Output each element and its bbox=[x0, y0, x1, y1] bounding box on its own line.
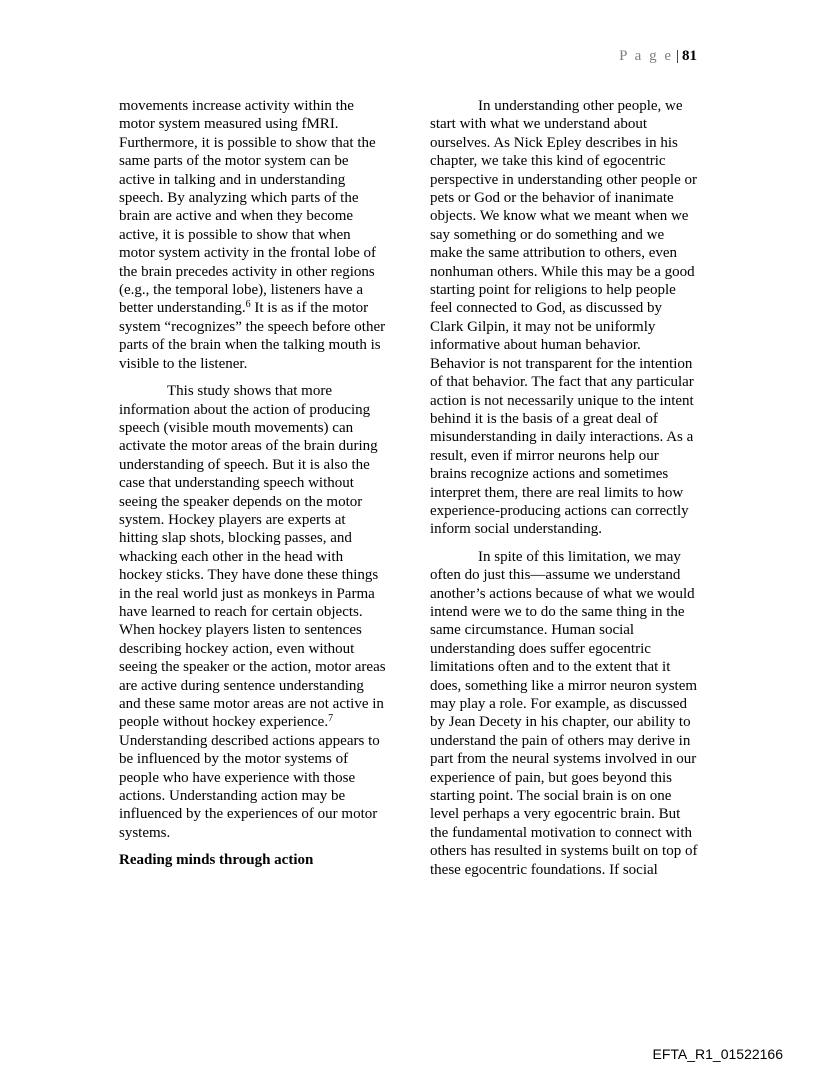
section-heading: Reading minds through action bbox=[119, 852, 314, 869]
footnote-ref: 6 bbox=[245, 299, 251, 311]
page-label: P a g e bbox=[619, 48, 673, 64]
paragraph: This study shows that more information about the action of producing speech (visible mouth movements) can activate the motor areas of the brain during understanding of speech. But it is also the case that understanding speech without seeing the speaker depends on the motor system. Hockey players are experts at hitting slap shots, blocking passes, and whacking each other in the head with hockey sticks. They have done these things in the real world just as monkeys in Parma have learned to reach for certain objects. When hockey players listen to sentences describing hockey action, even without seeing the speaker or the action, motor areas are active during sentence understanding and these same motor areas are not active in people without hockey experience.$^7$ Understanding described actions appears to be influenced by the motor systems of people who have experience with those actions. Understanding action may be influenced by the experiences of our motor systems. bbox=[119, 383, 386, 841]
footnote-ref: 7 bbox=[328, 713, 334, 725]
right-column bbox=[430, 97, 698, 888]
paragraph: In understanding other people, we start with what we understand about ourselves. As Nick Epley describes in his chapter, we take this kind of egocentric perspective in understanding other people or pets or God or the behavior of inanimate objects. We know what we meant when we say something or do something and we make the same attribution to others, even nonhuman others. While this may be a good starting point for religions to help people feel connected to God, as discussed by Clark Gilpin, it may not be uniformly informative about human behavior. Behavior is not transparent for the intention of that behavior. The fact that any particular action is not necessarily unique to the intent behind it is the basis of a great deal of misunderstanding in daily interactions. As a result, even if mirror neurons help our brains recognize actions and sometimes interpret them, there are real limits to how experience-producing actions can correctly inform social understanding. bbox=[430, 98, 697, 538]
page-separator: | bbox=[675, 48, 679, 64]
paragraph: In spite of this limitation, we may often do just this—assume we understand another’s actions because of what we would intend were we to do the same thing in the same circumstance. Human social understanding does suffer egocentric limitations often and to the extent that it does, something like a mirror neuron system may play a role. For example, as discussed by Jean Decety in his chapter, our ability to understand the pain of others may derive in part from the neural systems involved in our experience of pain, but goes beyond this starting point. The social brain is on one level perhaps a very egocentric brain. But the fundamental motivation to connect with others has resulted in systems built on top of these egocentric foundations. If social bbox=[430, 548, 698, 878]
paragraph: movements increase activity within the motor system measured using fMRI. Furthermore, it is possible to show that the same parts of the motor system can be active in talking and in understanding speech. By analyzing which parts of the brain are active and when they become active, it is possible to show that when motor system activity in the frontal lobe of the brain precedes activity in other regions (e.g., the temporal lobe), listeners have a better understanding.$^6$ It is as if the motor system “recognizes” the speech before other parts of the brain when the talking mouth is visible to the listener. bbox=[119, 98, 386, 372]
page-header bbox=[619, 48, 697, 65]
document-id: EFTA_R1_01522166 bbox=[652, 1046, 783, 1062]
page-number: 81 bbox=[682, 48, 697, 64]
left-column bbox=[119, 97, 387, 870]
